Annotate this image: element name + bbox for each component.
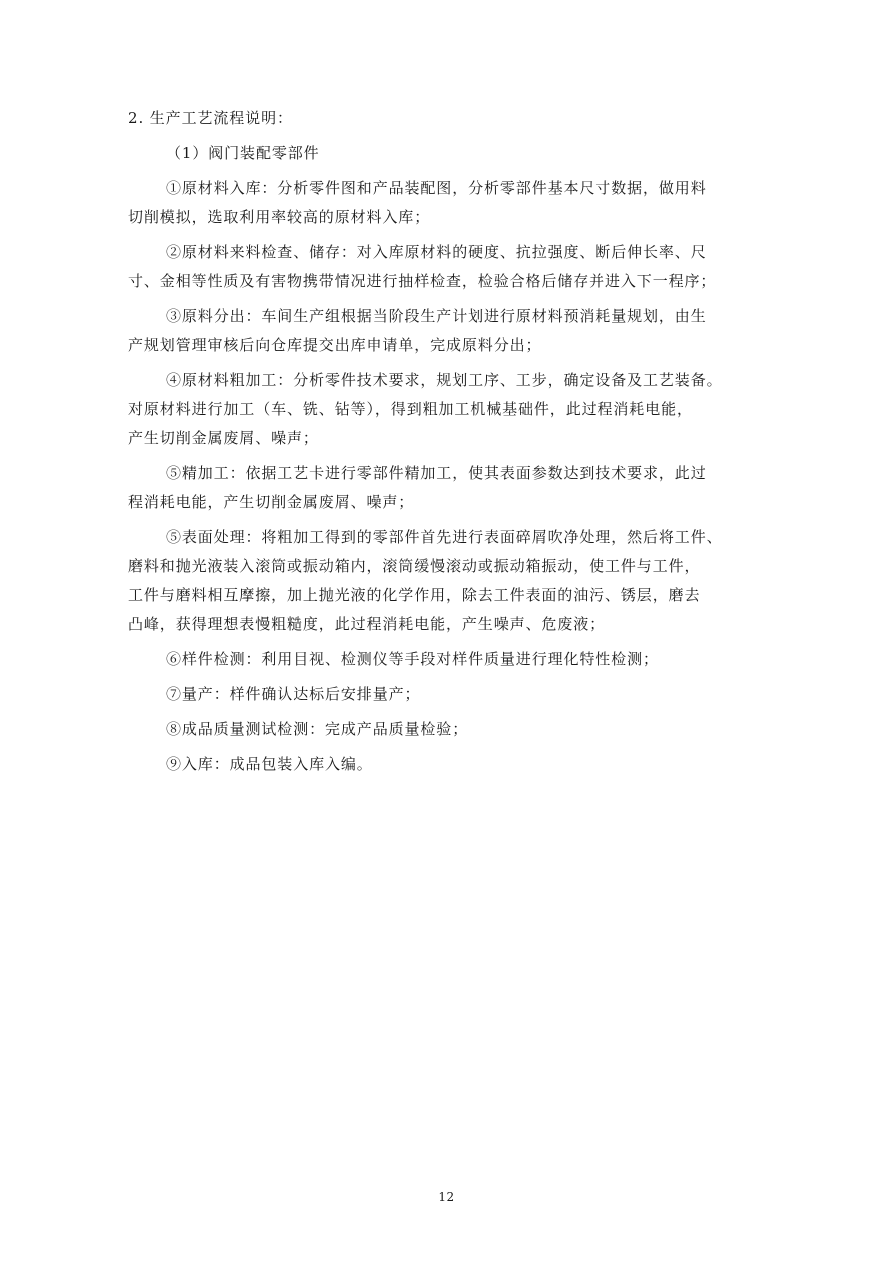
paragraph-line: ⑦量产：样件确认达标后安排量产； xyxy=(166,685,421,703)
paragraph-line: 产生切削金属废屑、噪声； xyxy=(128,429,319,447)
paragraph xyxy=(128,715,778,744)
paragraph-line: 产规划管理审核后向仓库提交出库申请单，完成原料分出； xyxy=(128,336,542,354)
paragraph-line: ④原材料粗加工：分析零件技术要求，规划工序、工步，确定设备及工艺装备。 xyxy=(166,371,723,389)
paragraph-line: 工件与磨料相互摩擦，加上抛光液的化学作用，除去工件表面的油污、锈层，磨去 xyxy=(128,586,701,604)
paragraph-line: 磨料和抛光液装入滚筒或振动箱内，滚筒缓慢滚动或振动箱振动，使工件与工件， xyxy=(128,557,701,575)
paragraph xyxy=(128,523,778,639)
paragraph xyxy=(128,174,778,232)
paragraph-line: 寸、金相等性质及有害物携带情况进行抽样检查，检验合格后储存并进入下一程序； xyxy=(128,272,717,290)
paragraph xyxy=(128,238,778,296)
paragraph xyxy=(128,645,778,674)
subsection-heading: （1）阀门装配零部件 xyxy=(166,144,320,162)
paragraph xyxy=(128,750,778,779)
paragraph xyxy=(128,459,778,517)
paragraph xyxy=(128,680,778,709)
paragraph-list xyxy=(128,174,778,779)
paragraph-line: 切削模拟，选取利用率较高的原材料入库； xyxy=(128,208,431,226)
document-body xyxy=(128,104,778,779)
paragraph-line: ⑤精加工：依据工艺卡进行零部件精加工，使其表面参数达到技术要求，此过 xyxy=(166,464,707,482)
paragraph-line: ①原材料入库：分析零件图和产品装配图，分析零部件基本尺寸数据，做用料 xyxy=(166,179,707,197)
paragraph xyxy=(128,302,778,360)
paragraph-line: ⑨入库：成品包装入库入编。 xyxy=(166,755,373,773)
paragraph-line: ⑤表面处理：将粗加工得到的零部件首先进行表面碎屑吹净处理，然后将工件、 xyxy=(166,528,723,546)
paragraph-line: 凸峰，获得理想表慢粗糙度，此过程消耗电能，产生噪声、危废液； xyxy=(128,615,606,633)
paragraph xyxy=(128,366,778,453)
paragraph-line: 对原材料进行加工（车、铣、钻等），得到粗加工机械基础件，此过程消耗电能， xyxy=(128,400,693,418)
paragraph-line: ⑥样件检测：利用目视、检测仪等手段对样件质量进行理化特性检测； xyxy=(166,650,659,668)
paragraph-line: ②原材料来料检查、储存：对入库原材料的硬度、抗拉强度、断后伸长率、尺 xyxy=(166,243,707,261)
paragraph-line: 程消耗电能，产生切削金属废屑、噪声； xyxy=(128,493,415,511)
section-heading: 2. 生产工艺流程说明： xyxy=(128,109,293,127)
paragraph-line: ③原料分出：车间生产组根据当阶段生产计划进行原材料预消耗量规划，由生 xyxy=(166,307,707,325)
paragraph-line: ⑧成品质量测试检测：完成产品质量检验； xyxy=(166,720,469,738)
page-number: 12 xyxy=(438,1190,455,1204)
